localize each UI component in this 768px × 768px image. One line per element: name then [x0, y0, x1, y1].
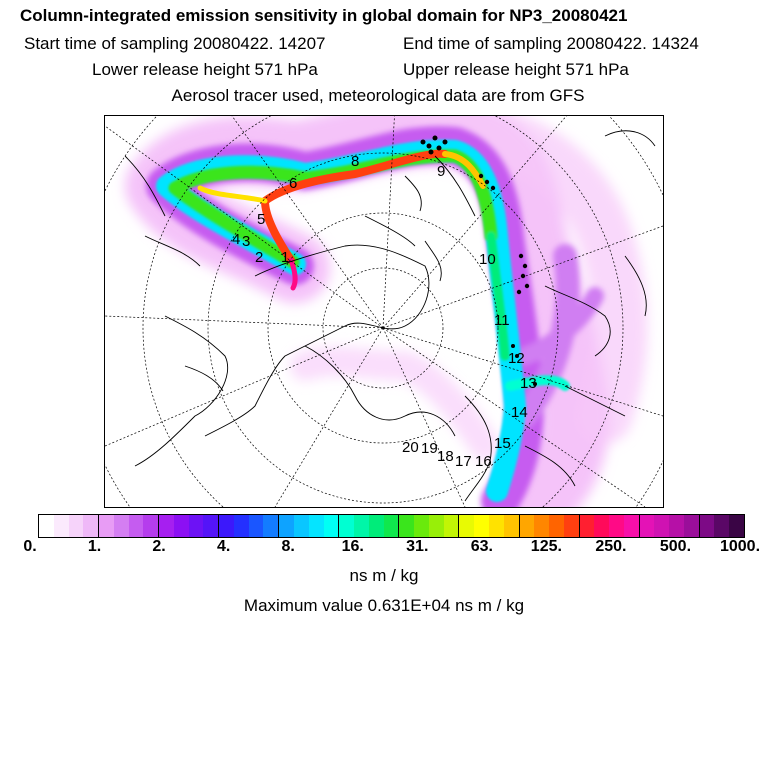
traj-label-17: 17	[455, 453, 472, 470]
colorbar-swatch	[399, 515, 414, 537]
traj-label-19: 19	[421, 440, 438, 457]
colorbar-swatch	[549, 515, 564, 537]
colorbar-swatch	[39, 515, 54, 537]
maximum-value-text: Maximum value 0.631E+04 ns m / kg	[243, 596, 525, 615]
traj-label-4: 4	[232, 231, 241, 248]
colorbar-tick-label: 8.	[281, 538, 295, 555]
colorbar-swatch	[234, 515, 249, 537]
colorbar-swatch	[219, 515, 234, 537]
colorbar-swatch	[414, 515, 429, 537]
colorbar-tick-label: 16.	[341, 538, 364, 555]
colorbar-swatch	[54, 515, 69, 537]
traj-label-12: 12	[508, 350, 525, 367]
colorbar-swatch	[174, 515, 189, 537]
colorbar	[38, 514, 745, 538]
colorbar-swatch	[684, 515, 700, 537]
colorbar-swatch	[624, 515, 640, 537]
colorbar-tick-label: 1.	[87, 538, 102, 555]
traj-label-5: 5	[257, 211, 266, 228]
colorbar-swatch	[263, 515, 279, 537]
colorbar-tick-label: 500.	[659, 538, 692, 555]
traj-label-1: 1	[281, 249, 290, 266]
colorbar-swatch	[69, 515, 84, 537]
colorbar-swatch	[504, 515, 520, 537]
colorbar-tick-labels	[0, 538, 768, 558]
traj-label-9: 9	[437, 163, 446, 180]
colorbar-swatch	[654, 515, 669, 537]
traj-label-10: 10	[479, 251, 496, 268]
colorbar-swatch	[369, 515, 384, 537]
traj-label-14: 14	[511, 404, 528, 421]
colorbar-swatch	[143, 515, 159, 537]
colorbar-swatch	[279, 515, 294, 537]
traj-label-15: 15	[494, 435, 511, 452]
traj-label-18: 18	[437, 448, 454, 465]
map-canvas	[105, 116, 663, 507]
colorbar-swatch	[114, 515, 129, 537]
colorbar-swatch	[354, 515, 369, 537]
traj-label-13: 13	[520, 375, 537, 392]
colorbar-tick-label: 63.	[470, 538, 493, 555]
traj-label-11: 11	[494, 312, 510, 329]
colorbar-swatch	[324, 515, 340, 537]
lower-release-height-text: Lower release height 571 hPa	[92, 60, 318, 79]
colorbar-swatch	[520, 515, 535, 537]
colorbar-tick-label: 1000.	[719, 538, 761, 555]
end-time-text: End time of sampling 20080422. 14324	[403, 34, 699, 53]
colorbar-swatch	[729, 515, 744, 537]
traj-label-20: 20	[402, 439, 419, 456]
colorbar-tick-label: 0.	[23, 538, 37, 555]
start-time-text: Start time of sampling 20080422. 14207	[24, 34, 326, 53]
sensitivity-halo	[160, 131, 620, 504]
colorbar-swatch	[609, 515, 624, 537]
traj-label-2: 2	[255, 249, 264, 266]
traj-label-8: 8	[351, 153, 360, 170]
colorbar-swatch	[83, 515, 99, 537]
colorbar-swatch	[99, 515, 114, 537]
colorbar-swatch	[700, 515, 715, 537]
colorbar-swatch	[339, 515, 354, 537]
colorbar-units: ns m / kg	[349, 566, 419, 585]
plot-title: Column-integrated emission sensitivity in global domain for NP3_20080421	[20, 6, 628, 25]
colorbar-swatch	[580, 515, 595, 537]
tracer-info-text: Aerosol tracer used, meteorological data are from GFS	[171, 86, 585, 105]
colorbar-swatch	[564, 515, 580, 537]
colorbar-swatch	[534, 515, 549, 537]
colorbar-swatch	[159, 515, 174, 537]
colorbar-swatch	[294, 515, 309, 537]
colorbar-swatch	[444, 515, 460, 537]
colorbar-tick-label: 31.	[406, 538, 429, 555]
colorbar-swatch	[384, 515, 400, 537]
colorbar-swatch	[474, 515, 489, 537]
colorbar-swatch	[129, 515, 144, 537]
colorbar-swatch	[309, 515, 324, 537]
colorbar-swatch	[203, 515, 219, 537]
polar-map	[104, 115, 664, 508]
colorbar-swatch	[249, 515, 264, 537]
traj-label-16: 16	[475, 453, 492, 470]
colorbar-tick-label: 2.	[152, 538, 166, 555]
colorbar-swatch	[489, 515, 504, 537]
colorbar-swatch	[640, 515, 655, 537]
colorbar-swatch	[669, 515, 684, 537]
traj-label-6: 6	[289, 175, 298, 192]
colorbar-swatch	[459, 515, 474, 537]
colorbar-tick-label: 4.	[216, 538, 231, 555]
colorbar-swatch	[189, 515, 204, 537]
colorbar-tick-label: 125.	[530, 538, 562, 555]
traj-label-3: 3	[242, 233, 251, 250]
colorbar-swatch	[714, 515, 729, 537]
colorbar-tick-label: 250.	[595, 538, 627, 555]
colorbar-swatch	[594, 515, 609, 537]
colorbar-swatch	[429, 515, 444, 537]
upper-release-height-text: Upper release height 571 hPa	[403, 60, 629, 79]
